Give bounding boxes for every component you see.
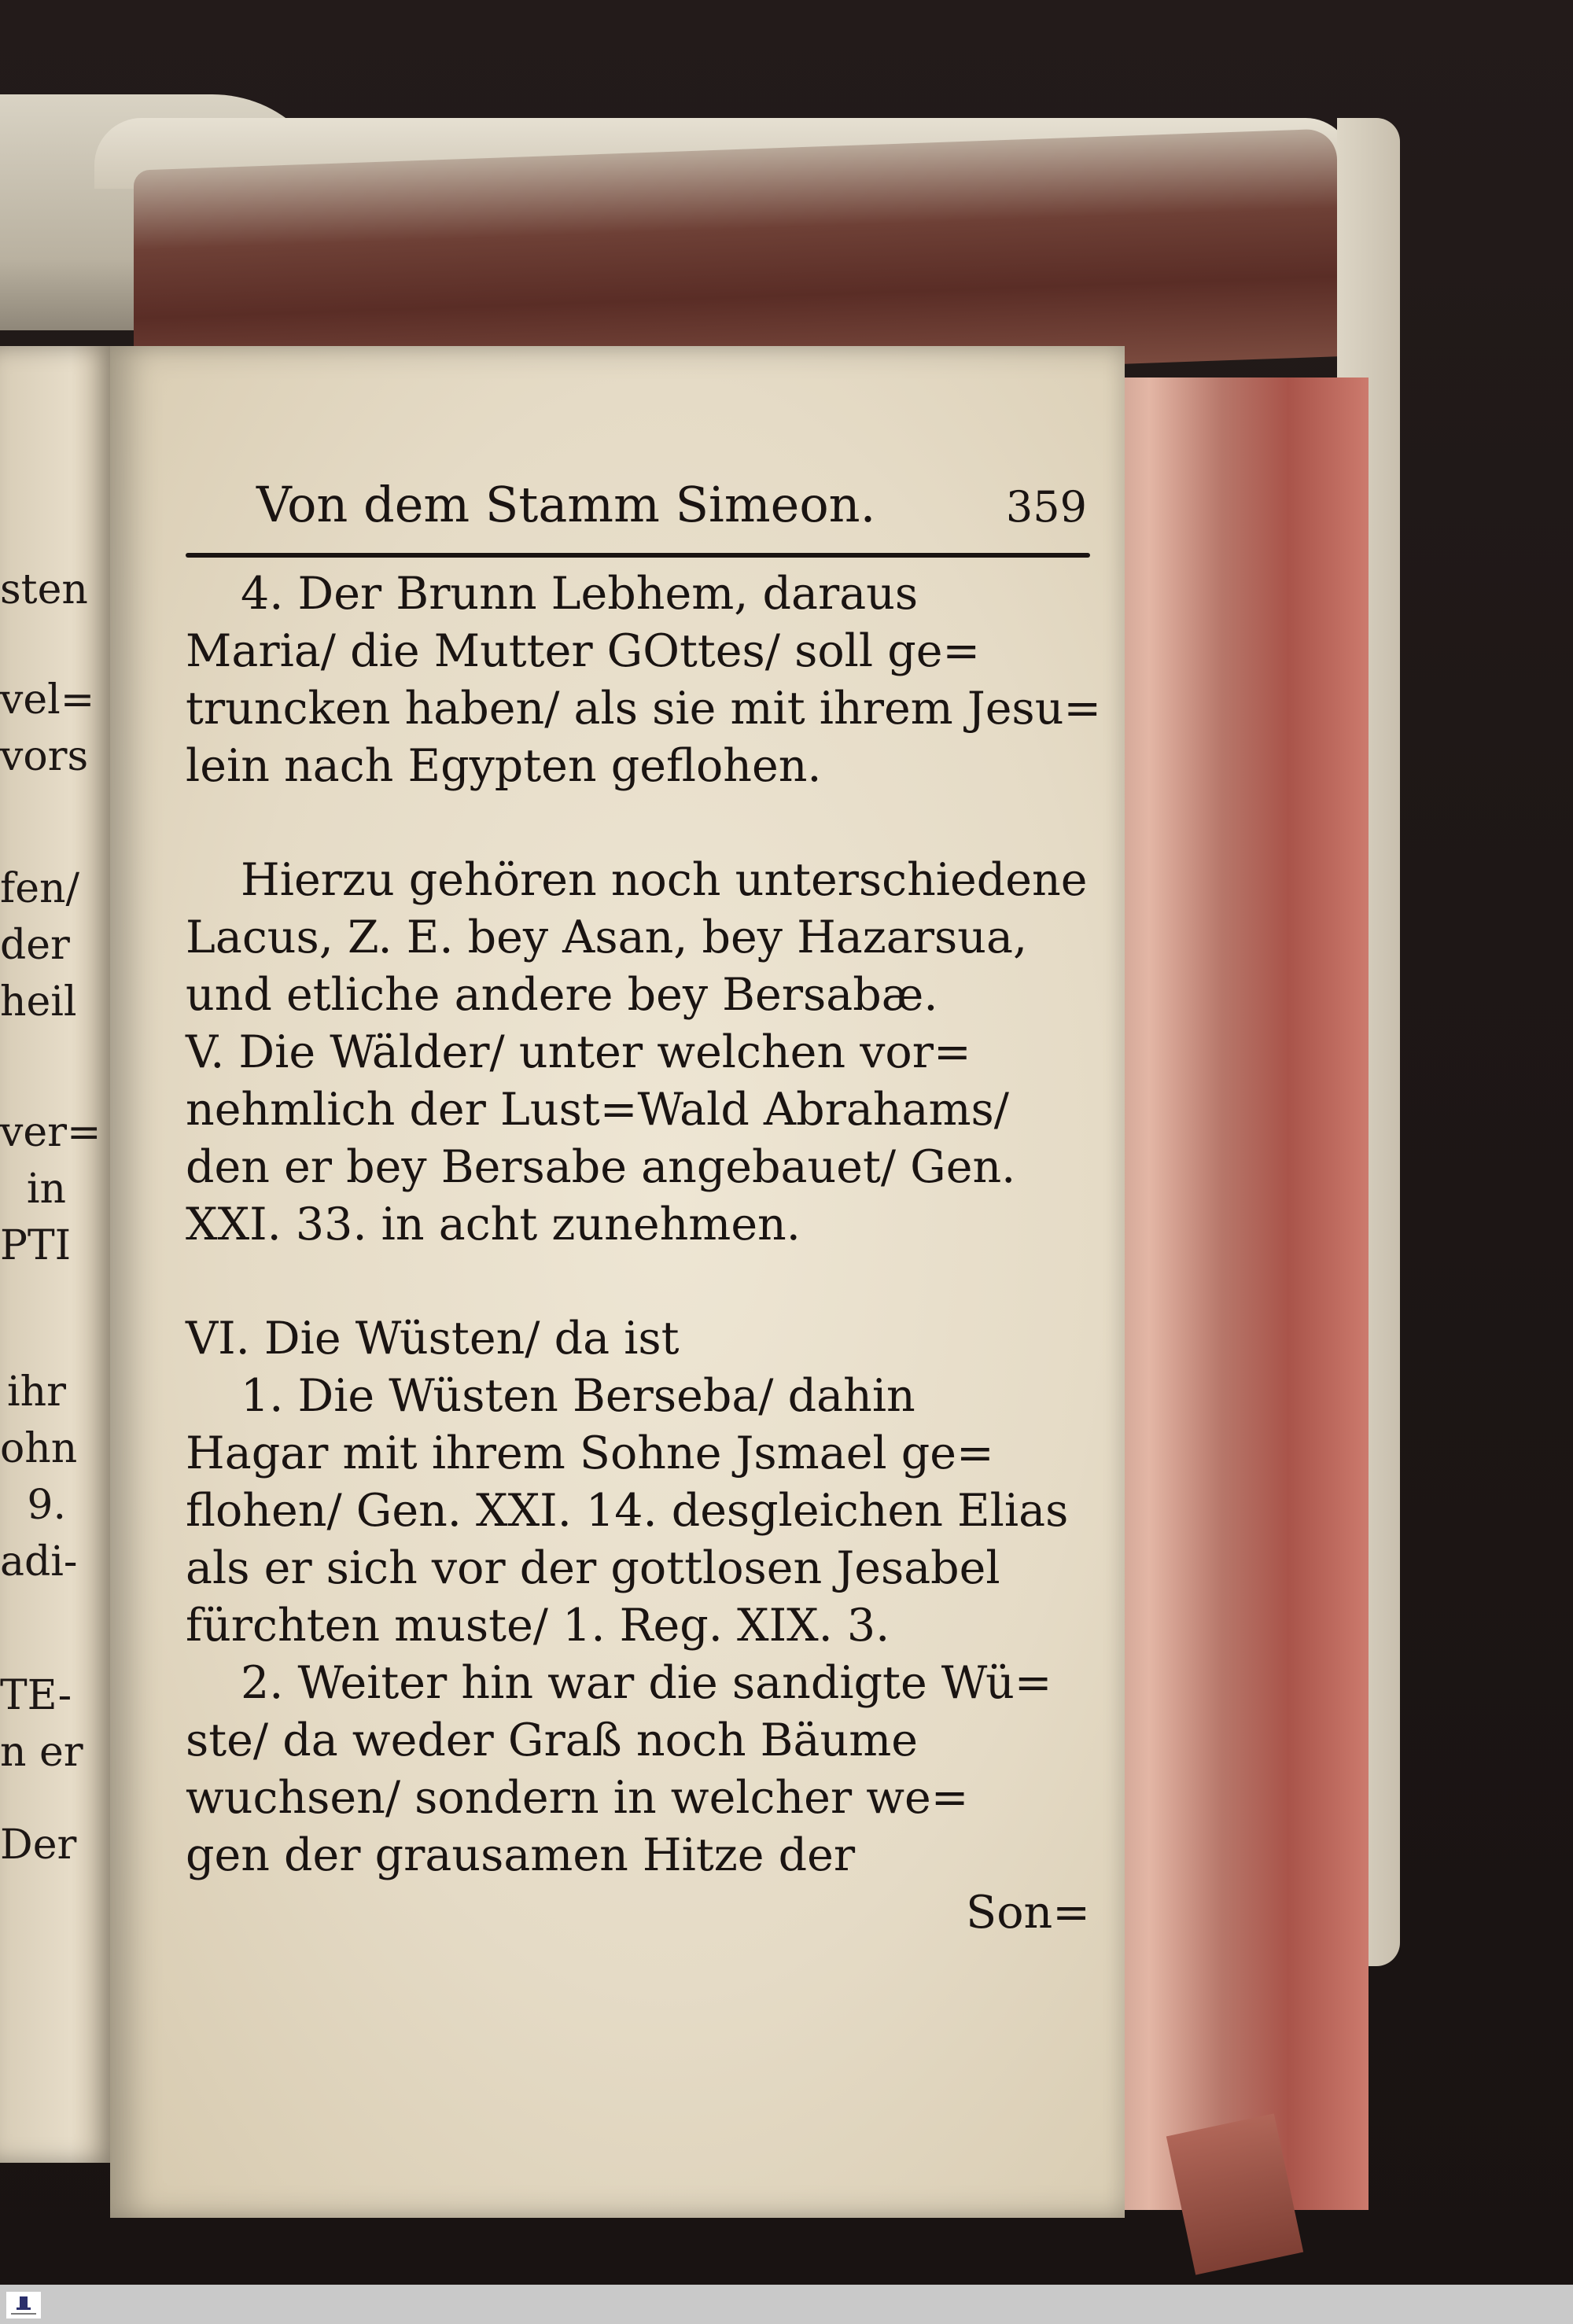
left-fragment: vors [0, 733, 89, 780]
text-line: den er bey Bersabe angebauet/ Gen. [186, 1141, 1016, 1193]
section-heading: VI. Die Wüsten/ da ist [186, 1313, 680, 1365]
right-page-edges [1101, 378, 1369, 2210]
left-fragment: fen/ [0, 865, 80, 912]
previous-page-fragment [0, 346, 118, 2163]
left-fragment: vel= [0, 676, 95, 724]
running-head [186, 476, 1090, 539]
left-fragment: adi- [0, 1538, 78, 1586]
left-fragment: PTI [0, 1222, 72, 1269]
running-title: Von dem Stamm Simeon. [256, 476, 876, 533]
text-line: wuchsen/ sondern in welcher we= [186, 1772, 969, 1824]
left-fragment: ver= [0, 1109, 101, 1156]
text-line: 4. Der Brunn Lebhem, daraus [241, 568, 919, 620]
text-line: 2. Weiter hin war die sandigte Wü= [241, 1657, 1052, 1709]
text-line: 1. Die Wüsten Berseba/ dahin [241, 1370, 915, 1422]
left-fragment: n er [0, 1729, 83, 1776]
text-line: XXI. 33. in acht zunehmen. [186, 1199, 801, 1250]
left-fragment: ohn [0, 1425, 78, 1472]
paragraph-gap [186, 1254, 1090, 1310]
book-page [110, 346, 1125, 2218]
text-line: gen der grausamen Hitze der [186, 1829, 856, 1881]
left-fragment: heil [0, 978, 77, 1026]
page-number: 359 [1005, 482, 1087, 532]
text-line: und etliche andere bey Bersabæ. [186, 969, 938, 1021]
left-fragment: TE- [0, 1672, 72, 1719]
catchword: Son= [966, 1887, 1090, 1939]
body-text [186, 565, 1102, 1942]
text-line: V. Die Wälder/ unter welchen vor= [186, 1026, 971, 1078]
text-line: flohen/ Gen. XXI. 14. desgleichen Elias [186, 1485, 1069, 1537]
text-line: Hierzu gehören noch unterschiedene [241, 854, 1088, 906]
text-line: nehmlich der Lust=Wald Abrahams/ [186, 1084, 1010, 1136]
library-logo-icon [6, 2292, 41, 2318]
header-rule [186, 553, 1090, 558]
page-content [186, 476, 1102, 1942]
text-line: ste/ da weder Graß noch Bäume [186, 1714, 919, 1766]
left-fragment: Der [0, 1821, 77, 1869]
left-fragment: der [0, 922, 70, 969]
text-line: lein nach Egypten geflohen. [186, 740, 822, 792]
text-line: Hagar mit ihrem Sohne Jsmael ge= [186, 1427, 994, 1479]
viewer-footer-bar [0, 2285, 1573, 2324]
paragraph-gap [186, 795, 1090, 852]
text-line: Maria/ die Mutter GOttes/ soll ge= [186, 625, 981, 677]
text-line: Lacus, Z. E. bey Asan, bey Hazarsua, [186, 912, 1028, 963]
left-fragment: 9. [27, 1482, 66, 1529]
left-fragment: in [26, 1166, 66, 1213]
left-fragment: ihr [7, 1368, 66, 1416]
text-line: fürchten muste/ 1. Reg. XIX. 3. [186, 1600, 890, 1652]
text-line: als er sich vor der gottlosen Jesabel [186, 1542, 1000, 1594]
left-fragment: sten [0, 566, 88, 613]
text-line: truncken haben/ als sie mit ihrem Jesu= [186, 683, 1102, 735]
